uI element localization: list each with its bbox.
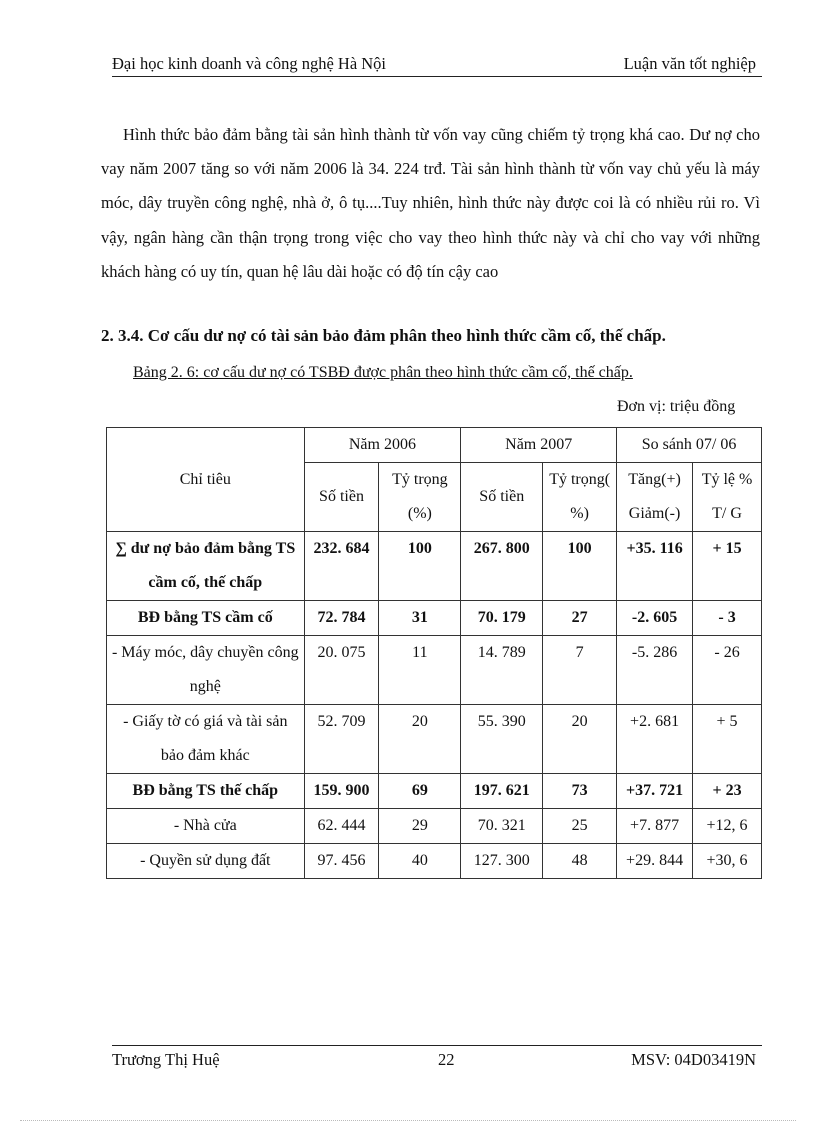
unit-label: Đơn vị: triệu đồng [617,398,736,415]
cell-ratio: - 3 [693,601,762,636]
cell-ratio: + 23 [693,774,762,809]
cell-change: +37. 721 [617,774,693,809]
cell-share-2006: 20 [379,705,461,774]
table-row [107,705,762,774]
cell-change: -2. 605 [617,601,693,636]
cell-ratio: + 15 [693,532,762,601]
cell-share-2006: 69 [379,774,461,809]
cell-amount-2006: 62. 444 [304,809,379,844]
col-header-criteria: Chỉ tiêu [107,428,305,532]
table-row [107,809,762,844]
cell-change: -5. 286 [617,636,693,705]
page-footer [112,1045,762,1068]
cell-ratio: +12, 6 [693,809,762,844]
cell-share-2007: 48 [543,844,617,879]
row-label: ∑ dư nợ bảo đảm bằng TS cầm cố, thế chấp [107,532,305,601]
cell-share-2007: 73 [543,774,617,809]
table-row [107,774,762,809]
cell-amount-2006: 232. 684 [304,532,379,601]
cell-share-2006: 31 [379,601,461,636]
col-header-amount-2007: Số tiền [461,463,543,532]
cell-share-2007: 7 [543,636,617,705]
table-row [107,532,762,601]
col-header-share-2007: Tỷ trọng( %) [543,463,617,532]
debt-structure-table [106,427,762,879]
page-bottom-divider [20,1120,796,1121]
cell-ratio: - 26 [693,636,762,705]
col-header-2007: Năm 2007 [461,428,617,463]
footer-student-id: MSV: 04D03419N [631,1050,756,1069]
cell-amount-2006: 20. 075 [304,636,379,705]
table-header-row [107,428,762,463]
body-paragraph: Hình thức bảo đảm bằng tài sản hình thành từ vốn vay cũng chiếm tỷ trọng khá cao. Dư nợ cho vay năm 2007 tăng so với năm 2006 là 34. 224 trđ. Tài sản hình thành từ vốn vay chủ yếu là máy móc, dây truyền công nghệ, nhà ở, ô tụ....Tuy nhiên, hình thức này được coi là có nhiều rủi ro. Vì vậy, ngân hàng cần thận trọng trong việc cho vay theo hình thức này và chỉ cho vay với những khách hàng có uy tín, quan hệ lâu dài hoặc có độ tín cậy cao [101,125,760,281]
table-row [107,844,762,879]
row-label: - Quyền sử dụng đất [107,844,305,879]
cell-share-2007: 27 [543,601,617,636]
cell-share-2007: 20 [543,705,617,774]
table-row [107,601,762,636]
section-heading: 2. 3.4. Cơ cấu dư nợ có tài sản bảo đảm phân theo hình thức cầm cố, thế chấp. [101,326,666,345]
cell-amount-2007: 55. 390 [461,705,543,774]
cell-share-2006: 11 [379,636,461,705]
cell-amount-2006: 97. 456 [304,844,379,879]
cell-amount-2007: 70. 179 [461,601,543,636]
row-label: BĐ bằng TS thế chấp [107,774,305,809]
cell-amount-2006: 52. 709 [304,705,379,774]
table-caption: Bảng 2. 6: cơ cấu dư nợ có TSBĐ được phân theo hình thức cầm cố, thế chấp. [133,364,633,381]
footer-author: Trương Thị Huệ [112,1050,220,1069]
cell-share-2006: 40 [379,844,461,879]
row-label: BĐ bằng TS cầm cố [107,601,305,636]
page-number: 22 [438,1050,455,1069]
cell-amount-2007: 70. 321 [461,809,543,844]
header-thesis-label: Luận văn tốt nghiệp [623,54,756,73]
cell-share-2006: 29 [379,809,461,844]
row-label: - Giấy tờ có giá và tài sản bảo đảm khác [107,705,305,774]
col-header-amount-2006: Số tiền [304,463,379,532]
cell-share-2007: 25 [543,809,617,844]
col-header-ratio: Tỷ lệ % T/ G [693,463,762,532]
col-header-compare: So sánh 07/ 06 [617,428,762,463]
row-label: - Nhà cửa [107,809,305,844]
cell-amount-2007: 197. 621 [461,774,543,809]
col-header-share-2006: Tỷ trọng (%) [379,463,461,532]
table-row [107,636,762,705]
cell-amount-2007: 127. 300 [461,844,543,879]
col-header-change: Tăng(+) Giảm(-) [617,463,693,532]
cell-amount-2007: 267. 800 [461,532,543,601]
cell-ratio: +30, 6 [693,844,762,879]
cell-change: +2. 681 [617,705,693,774]
cell-share-2006: 100 [379,532,461,601]
row-label: - Máy móc, dây chuyền công nghệ [107,636,305,705]
cell-change: +7. 877 [617,809,693,844]
header-university: Đại học kinh doanh và công nghệ Hà Nội [112,54,387,73]
cell-amount-2007: 14. 789 [461,636,543,705]
col-header-2006: Năm 2006 [304,428,461,463]
cell-amount-2006: 72. 784 [304,601,379,636]
page-header [112,52,762,77]
cell-share-2007: 100 [543,532,617,601]
cell-amount-2006: 159. 900 [304,774,379,809]
cell-change: +29. 844 [617,844,693,879]
cell-change: +35. 116 [617,532,693,601]
cell-ratio: + 5 [693,705,762,774]
